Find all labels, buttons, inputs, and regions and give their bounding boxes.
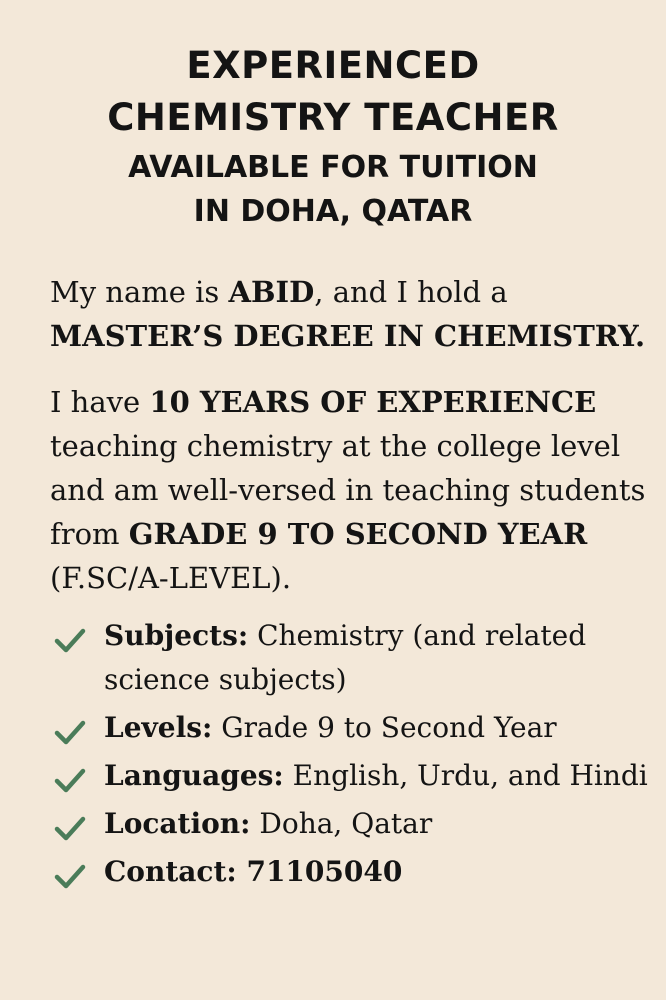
detail-label: Subjects: [104,619,249,652]
list-item-location [52,802,652,846]
heading-line-3: AVAILABLE FOR TUITION [128,150,538,185]
check-icon [54,718,86,746]
experience-years: 10 YEARS OF EXPERIENCE [149,385,597,419]
list-item-languages [52,754,652,798]
teacher-name: ABID [228,275,315,309]
experience-text: teaching chemistry at the college level [50,429,621,463]
heading-line-2: CHEMISTRY TEACHER [107,96,559,139]
experience-text: and am well-versed in teaching students [50,473,646,507]
heading-line-4: IN DOHA, QATAR [193,194,473,229]
list-item-contact [52,850,652,894]
detail-value: Chemistry (and related [248,619,587,652]
degree-text: MASTER’S DEGREE IN CHEMISTRY. [50,319,646,353]
detail-value: science subjects) [104,663,347,696]
grade-range: GRADE 9 TO SECOND YEAR [128,517,588,551]
check-icon [54,814,86,842]
check-icon [54,626,86,654]
heading-line-1: EXPERIENCED [186,44,480,87]
detail-label: Location: [104,807,251,840]
details-list [52,614,652,898]
intro-text: , and I hold a [314,275,508,309]
detail-value: English, Urdu, and Hindi [283,759,648,792]
intro-paragraph [50,270,650,358]
intro-text: My name is [50,275,229,309]
list-item-subjects [52,614,652,702]
experience-text: I have [50,385,150,419]
check-icon [54,766,86,794]
experience-text: from [50,517,129,551]
experience-text: (F.SC/A-LEVEL). [50,561,292,595]
contact-text: Contact: 71105040 [104,855,403,888]
experience-paragraph [50,380,650,600]
detail-label: Languages: [104,759,284,792]
detail-value: Grade 9 to Second Year [212,711,557,744]
detail-value: Doha, Qatar [250,807,433,840]
detail-label: Levels: [104,711,213,744]
list-item-levels [52,706,652,750]
check-icon [54,862,86,890]
